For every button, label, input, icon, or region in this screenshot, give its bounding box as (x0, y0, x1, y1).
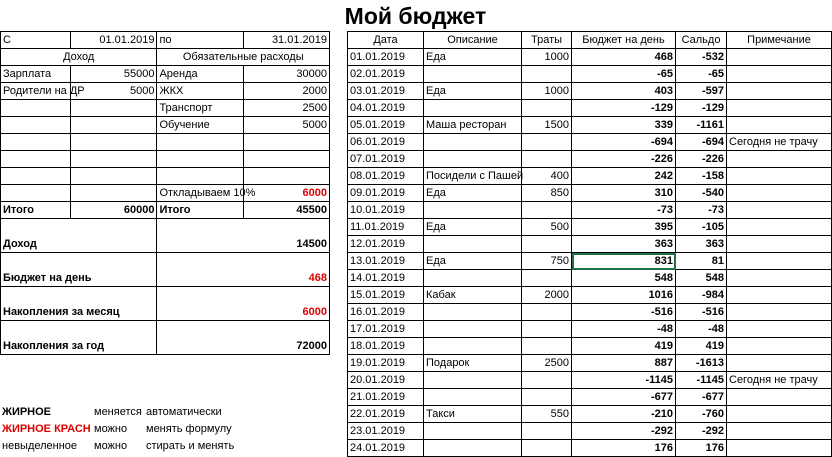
expense-value-cell[interactable]: 2500 (243, 100, 329, 117)
expense-value-cell[interactable] (243, 134, 329, 151)
income-value-cell[interactable] (71, 151, 157, 168)
balance-cell[interactable]: -1145 (676, 372, 727, 389)
summary-label[interactable]: Накопления за месяц (1, 287, 157, 321)
ledger-row (348, 83, 832, 100)
note-cell[interactable] (727, 440, 832, 457)
ledger-row (348, 304, 832, 321)
expense-name-cell[interactable] (157, 168, 243, 185)
date-cell[interactable]: 02.01.2019 (348, 66, 424, 83)
legend-row: ЖИРНОЕ меняется автоматически (2, 406, 222, 418)
note-cell[interactable] (727, 270, 832, 287)
balance-cell[interactable]: -1161 (676, 117, 727, 134)
balance-cell[interactable]: 419 (676, 338, 727, 355)
ledger-header-cell[interactable]: Сальдо (676, 32, 727, 49)
note-cell[interactable]: Сегодня не трачу (727, 134, 832, 151)
spent-cell[interactable] (522, 423, 572, 440)
spent-cell[interactable]: 550 (522, 406, 572, 423)
ledger-row (348, 117, 832, 134)
income-name-cell[interactable]: Зарплата (1, 66, 71, 83)
expense-value-cell[interactable] (243, 168, 329, 185)
description-cell[interactable]: Посидели с Пашей (424, 168, 522, 185)
balance-cell[interactable]: -105 (676, 219, 727, 236)
description-cell[interactable] (424, 389, 522, 406)
note-cell[interactable] (727, 406, 832, 423)
summary-row (1, 219, 330, 253)
balance-cell[interactable]: -129 (676, 100, 727, 117)
description-cell[interactable]: Маша ресторан (424, 117, 522, 134)
note-cell[interactable] (727, 66, 832, 83)
period-from-date[interactable]: 01.01.2019 (71, 32, 157, 49)
expenses-header[interactable]: Обязательные расходы (157, 49, 330, 66)
budget-summary-table (0, 31, 330, 355)
date-cell[interactable]: 10.01.2019 (348, 202, 424, 219)
spent-cell[interactable] (522, 440, 572, 457)
description-cell[interactable] (424, 270, 522, 287)
spent-cell[interactable] (522, 100, 572, 117)
expense-name-cell[interactable]: Транспорт (157, 100, 243, 117)
income-value-cell[interactable] (71, 168, 157, 185)
description-cell[interactable] (424, 202, 522, 219)
date-cell[interactable]: 04.01.2019 (348, 100, 424, 117)
balance-cell[interactable]: -677 (676, 389, 727, 406)
income-value-cell[interactable]: 55000 (71, 66, 157, 83)
description-cell[interactable] (424, 423, 522, 440)
description-cell[interactable]: Еда (424, 253, 522, 270)
ledger-header-cell[interactable]: Траты (522, 32, 572, 49)
description-cell[interactable] (424, 66, 522, 83)
ledger-row (348, 406, 832, 423)
ledger-row (348, 321, 832, 338)
ledger-row (348, 440, 832, 457)
date-cell[interactable]: 12.01.2019 (348, 236, 424, 253)
ledger-row (348, 355, 832, 372)
ledger-row (348, 219, 832, 236)
expense-value-cell[interactable]: 2000 (243, 83, 329, 100)
income-value-cell[interactable] (71, 117, 157, 134)
balance-cell[interactable]: -760 (676, 406, 727, 423)
period-to-label[interactable]: по (157, 32, 243, 49)
date-cell[interactable]: 06.01.2019 (348, 134, 424, 151)
note-cell[interactable]: Сегодня не трачу (727, 372, 832, 389)
summary-label[interactable]: Бюджет на день (1, 253, 157, 287)
balance-cell[interactable]: -292 (676, 423, 727, 440)
date-cell[interactable]: 16.01.2019 (348, 304, 424, 321)
date-cell[interactable]: 08.01.2019 (348, 168, 424, 185)
income-total-value[interactable]: 60000 (71, 202, 157, 219)
income-value-cell[interactable]: 5000 (71, 83, 157, 100)
date-cell[interactable]: 23.01.2019 (348, 423, 424, 440)
ledger-header-cell[interactable]: Описание (424, 32, 522, 49)
balance-cell[interactable]: -1613 (676, 355, 727, 372)
summary-value[interactable]: 6000 (157, 287, 330, 321)
spent-cell[interactable] (522, 372, 572, 389)
description-cell[interactable]: Еда (424, 219, 522, 236)
ledger-row (348, 423, 832, 440)
expense-value-cell[interactable]: 6000 (243, 185, 329, 202)
description-cell[interactable] (424, 134, 522, 151)
note-cell[interactable] (727, 168, 832, 185)
date-cell[interactable]: 05.01.2019 (348, 117, 424, 134)
description-cell[interactable] (424, 151, 522, 168)
balance-cell[interactable]: -532 (676, 49, 727, 66)
balance-cell[interactable]: -73 (676, 202, 727, 219)
legend (2, 404, 234, 455)
expenses-total-value[interactable]: 45500 (243, 202, 329, 219)
daily-budget-cell[interactable]: -516 (572, 304, 676, 321)
daily-budget-cell[interactable]: -210 (572, 406, 676, 423)
daily-budget-cell[interactable]: 468 (572, 49, 676, 66)
expense-name-cell[interactable]: Откладываем 10% (157, 185, 243, 202)
description-cell[interactable] (424, 304, 522, 321)
expense-name-cell[interactable]: Аренда (157, 66, 243, 83)
description-cell[interactable] (424, 372, 522, 389)
income-name-cell[interactable] (1, 100, 71, 117)
balance-cell[interactable]: 363 (676, 236, 727, 253)
date-cell[interactable]: 15.01.2019 (348, 287, 424, 304)
expense-name-cell[interactable] (157, 134, 243, 151)
note-cell[interactable] (727, 321, 832, 338)
daily-budget-cell[interactable]: 1016 (572, 287, 676, 304)
description-cell[interactable] (424, 100, 522, 117)
spent-cell[interactable]: 2500 (522, 355, 572, 372)
income-value-cell[interactable] (71, 100, 157, 117)
date-cell[interactable]: 11.01.2019 (348, 219, 424, 236)
note-cell[interactable] (727, 287, 832, 304)
ledger-row (348, 168, 832, 185)
spent-cell[interactable]: 2000 (522, 287, 572, 304)
daily-budget-cell[interactable]: 242 (572, 168, 676, 185)
ledger-row (348, 202, 832, 219)
summary-value[interactable]: 468 (157, 253, 330, 287)
daily-budget-cell[interactable]: -677 (572, 389, 676, 406)
spent-cell[interactable]: 1500 (522, 117, 572, 134)
balance-cell[interactable]: 176 (676, 440, 727, 457)
spent-cell[interactable]: 750 (522, 253, 572, 270)
balance-cell[interactable]: -516 (676, 304, 727, 321)
ledger-row (348, 372, 832, 389)
daily-budget-cell[interactable]: -129 (572, 100, 676, 117)
description-cell[interactable] (424, 440, 522, 457)
note-cell[interactable] (727, 355, 832, 372)
spent-cell[interactable] (522, 134, 572, 151)
daily-budget-cell[interactable]: 339 (572, 117, 676, 134)
date-cell[interactable]: 14.01.2019 (348, 270, 424, 287)
balance-cell[interactable]: -597 (676, 83, 727, 100)
description-cell[interactable]: Подарок (424, 355, 522, 372)
daily-budget-cell[interactable]: 176 (572, 440, 676, 457)
ledger-header-cell[interactable]: Дата (348, 32, 424, 49)
note-cell[interactable] (727, 338, 832, 355)
note-cell[interactable] (727, 389, 832, 406)
period-to-date[interactable]: 31.01.2019 (243, 32, 329, 49)
balance-cell[interactable]: -65 (676, 66, 727, 83)
spent-cell[interactable] (522, 66, 572, 83)
ledger-row (348, 134, 832, 151)
daily-budget-cell[interactable]: 363 (572, 236, 676, 253)
expense-name-cell[interactable]: ЖКХ (157, 83, 243, 100)
ledger-row (348, 66, 832, 83)
ledger-row (348, 338, 832, 355)
note-cell[interactable] (727, 117, 832, 134)
summary-label[interactable]: Накопления за год (1, 321, 157, 355)
spent-cell[interactable] (522, 202, 572, 219)
balance-cell[interactable]: -540 (676, 185, 727, 202)
daily-budget-cell[interactable]: -226 (572, 151, 676, 168)
date-cell[interactable]: 20.01.2019 (348, 372, 424, 389)
date-cell[interactable]: 17.01.2019 (348, 321, 424, 338)
note-cell[interactable] (727, 100, 832, 117)
ledger-row (348, 49, 832, 66)
description-cell[interactable]: Кабак (424, 287, 522, 304)
spent-cell[interactable]: 500 (522, 219, 572, 236)
income-name-cell[interactable] (1, 185, 71, 202)
income-name-cell[interactable] (1, 134, 71, 151)
expense-value-cell[interactable]: 30000 (243, 66, 329, 83)
date-cell[interactable]: 24.01.2019 (348, 440, 424, 457)
income-name-cell[interactable]: Родители на ДР (1, 83, 71, 100)
balance-cell[interactable]: -158 (676, 168, 727, 185)
summary-value[interactable]: 72000 (157, 321, 330, 355)
income-row (1, 83, 330, 100)
note-cell[interactable] (727, 49, 832, 66)
ledger-row (348, 389, 832, 406)
ledger-header-cell[interactable]: Примечание (727, 32, 832, 49)
daily-budget-cell[interactable]: -48 (572, 321, 676, 338)
daily-budget-cell[interactable]: 548 (572, 270, 676, 287)
income-header[interactable]: Доход (1, 49, 157, 66)
daily-budget-cell[interactable]: 419 (572, 338, 676, 355)
ledger-header-cell[interactable]: Бюджет на день (572, 32, 676, 49)
daily-budget-cell[interactable]: 831 (572, 253, 676, 270)
note-cell[interactable] (727, 151, 832, 168)
daily-budget-cell[interactable]: -694 (572, 134, 676, 151)
summary-row (1, 321, 330, 355)
period-from-label[interactable]: С (1, 32, 71, 49)
daily-budget-cell[interactable]: -73 (572, 202, 676, 219)
summary-row (1, 253, 330, 287)
income-name-cell[interactable] (1, 168, 71, 185)
summary-label[interactable]: Доход (1, 219, 157, 253)
daily-ledger-table (347, 31, 832, 457)
note-cell[interactable] (727, 253, 832, 270)
date-cell[interactable]: 22.01.2019 (348, 406, 424, 423)
legend-row: невыделенное можно стирать и менять (2, 440, 235, 452)
note-cell[interactable] (727, 236, 832, 253)
description-cell[interactable] (424, 236, 522, 253)
date-cell[interactable]: 18.01.2019 (348, 338, 424, 355)
income-value-cell[interactable] (71, 134, 157, 151)
description-cell[interactable] (424, 321, 522, 338)
income-row (1, 100, 330, 117)
expense-value-cell[interactable]: 5000 (243, 117, 329, 134)
ledger-row (348, 287, 832, 304)
ledger-row (348, 151, 832, 168)
note-cell[interactable] (727, 185, 832, 202)
spent-cell[interactable] (522, 389, 572, 406)
spent-cell[interactable] (522, 321, 572, 338)
income-row (1, 151, 330, 168)
description-cell[interactable]: Еда (424, 49, 522, 66)
daily-budget-cell[interactable]: 310 (572, 185, 676, 202)
income-row (1, 66, 330, 83)
date-cell[interactable]: 01.01.2019 (348, 49, 424, 66)
daily-budget-cell[interactable]: 395 (572, 219, 676, 236)
ledger-row (348, 185, 832, 202)
summary-row (1, 287, 330, 321)
expense-name-cell[interactable]: Обучение (157, 117, 243, 134)
date-cell[interactable]: 07.01.2019 (348, 151, 424, 168)
date-cell[interactable]: 19.01.2019 (348, 355, 424, 372)
income-name-cell[interactable] (1, 151, 71, 168)
income-row (1, 117, 330, 134)
date-cell[interactable]: 21.01.2019 (348, 389, 424, 406)
daily-budget-cell[interactable]: 403 (572, 83, 676, 100)
spent-cell[interactable] (522, 151, 572, 168)
spent-cell[interactable]: 1000 (522, 49, 572, 66)
income-row (1, 134, 330, 151)
date-cell[interactable]: 13.01.2019 (348, 253, 424, 270)
ledger-row (348, 253, 832, 270)
expense-name-cell[interactable] (157, 151, 243, 168)
balance-cell[interactable]: -48 (676, 321, 727, 338)
spent-cell[interactable] (522, 338, 572, 355)
income-row (1, 185, 330, 202)
description-cell[interactable]: Еда (424, 83, 522, 100)
balance-cell[interactable]: -226 (676, 151, 727, 168)
description-cell[interactable]: Еда (424, 185, 522, 202)
income-row (1, 168, 330, 185)
spent-cell[interactable] (522, 270, 572, 287)
daily-budget-cell[interactable]: -1145 (572, 372, 676, 389)
expenses-total-label[interactable]: Итого (157, 202, 243, 219)
date-cell[interactable]: 09.01.2019 (348, 185, 424, 202)
spent-cell[interactable] (522, 236, 572, 253)
daily-budget-cell[interactable]: 887 (572, 355, 676, 372)
spent-cell[interactable]: 850 (522, 185, 572, 202)
spent-cell[interactable]: 400 (522, 168, 572, 185)
spent-cell[interactable] (522, 304, 572, 321)
income-value-cell[interactable] (71, 185, 157, 202)
note-cell[interactable] (727, 423, 832, 440)
spent-cell[interactable]: 1000 (522, 83, 572, 100)
description-cell[interactable] (424, 338, 522, 355)
ledger-row (348, 100, 832, 117)
daily-budget-cell[interactable]: -292 (572, 423, 676, 440)
daily-budget-cell[interactable]: -65 (572, 66, 676, 83)
ledger-row (348, 236, 832, 253)
description-cell[interactable]: Такси (424, 406, 522, 423)
balance-cell[interactable]: -984 (676, 287, 727, 304)
income-name-cell[interactable] (1, 117, 71, 134)
balance-cell[interactable]: 81 (676, 253, 727, 270)
date-cell[interactable]: 03.01.2019 (348, 83, 424, 100)
note-cell[interactable] (727, 83, 832, 100)
sheet-title: Мой бюджет (344, 3, 487, 29)
note-cell[interactable] (727, 219, 832, 236)
income-total-label[interactable]: Итого (1, 202, 71, 219)
balance-cell[interactable]: 548 (676, 270, 727, 287)
note-cell[interactable] (727, 304, 832, 321)
summary-value[interactable]: 14500 (157, 219, 330, 253)
expense-value-cell[interactable] (243, 151, 329, 168)
legend-row: ЖИРНОЕ КРАСН можно менять формулу (2, 423, 232, 435)
ledger-row (348, 270, 832, 287)
balance-cell[interactable]: -694 (676, 134, 727, 151)
note-cell[interactable] (727, 202, 832, 219)
